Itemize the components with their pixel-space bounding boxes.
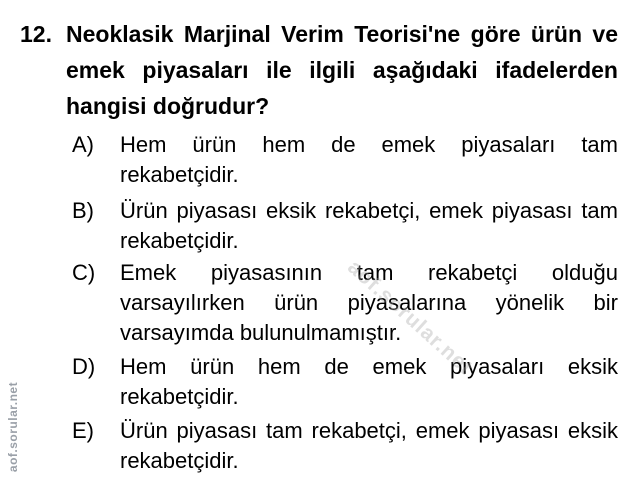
side-watermark: aof.sorular.net — [6, 381, 20, 473]
option-a[interactable] — [72, 130, 618, 190]
diagonal-watermark: aof.sorular.net — [343, 255, 478, 380]
option-b[interactable] — [72, 196, 618, 256]
option-text: Ürün piyasası tam rekabetçi, emek piyasası eksik rekabetçidir. — [120, 418, 618, 473]
option-letter: D) — [72, 354, 96, 379]
option-text: Ürün piyasası eksik rekabetçi, emek piyasası tam rekabetçidir. — [120, 198, 618, 253]
question-number: 12. — [20, 21, 52, 47]
option-letter: A) — [72, 132, 94, 157]
option-text: Hem ürün hem de emek piyasaları eksik rekabetçidir. — [120, 354, 618, 409]
option-e[interactable] — [72, 416, 618, 476]
question-text: Neoklasik Marjinal Verim Teorisi'ne göre ürün ve emek piyasaları ile ilgili aşağıdaki ifadelerden hangisi doğrudur? — [66, 21, 618, 119]
option-text: Emek piyasasının tam rekabetçi olduğu varsayılırken ürün piyasalarına yönelik bir varsayımda bulunulmamıştır. — [120, 260, 618, 345]
option-letter: C) — [72, 260, 96, 285]
option-letter: B) — [72, 198, 94, 223]
option-d[interactable] — [72, 352, 618, 412]
option-text: Hem ürün hem de emek piyasaları tam rekabetçidir. — [120, 132, 618, 187]
option-letter: E) — [72, 418, 94, 443]
